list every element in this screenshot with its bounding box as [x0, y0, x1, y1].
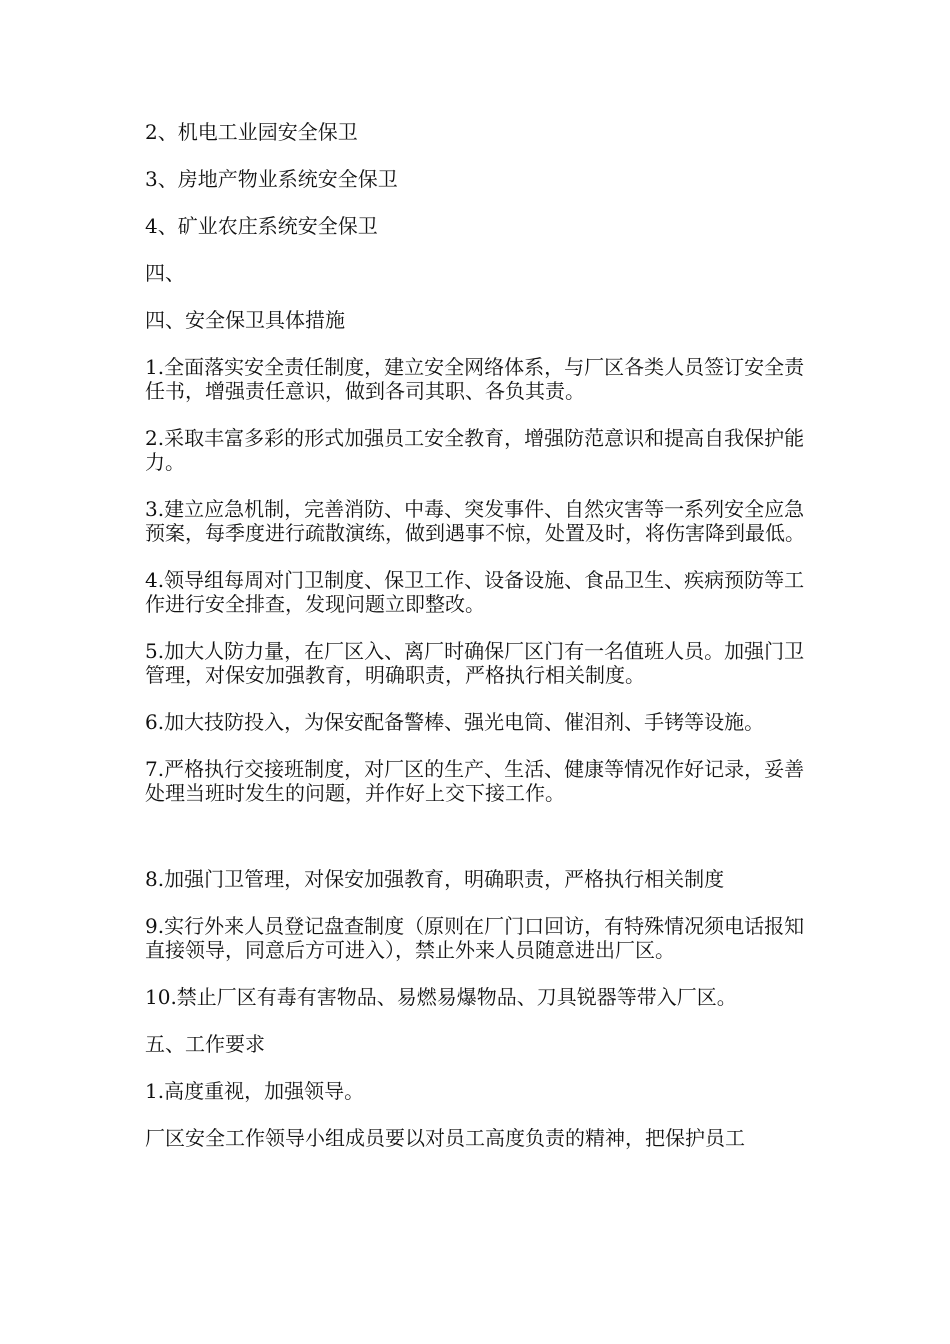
measure-item-1: 1.全面落实安全责任制度，建立安全网络体系，与厂区各类人员签订安全责任书，增强责任意识，做到各司其职、各负其责。	[145, 355, 805, 403]
measure-item-7: 7.严格执行交接班制度，对厂区的生产、生活、健康等情况作好记录，妥善处理当班时发生的问题，并作好上交下接工作。	[145, 757, 805, 805]
measure-item-5: 5.加大人防力量，在厂区入、离厂时确保厂区门有一名值班人员。加强门卫管理，对保安加强教育，明确职责，严格执行相关制度。	[145, 639, 805, 687]
section-number-four: 四、	[145, 261, 185, 285]
measure-item-10: 10.禁止厂区有毒有害物品、易燃易爆物品、刀具锐器等带入厂区。	[145, 985, 737, 1009]
measure-item-4: 4.领导组每周对门卫制度、保卫工作、设备设施、食品卫生、疾病预防等工作进行安全排查，发现问题立即整改。	[145, 568, 805, 616]
list-item-real-estate-property: 3、房地产物业系统安全保卫	[145, 167, 398, 191]
measure-item-9: 9.实行外来人员登记盘查制度（原则在厂门口回访，有特殊情况须电话报知直接领导，同意后方可进入），禁止外来人员随意进出厂区。	[145, 914, 805, 962]
measure-item-3: 3.建立应急机制，完善消防、中毒、突发事件、自然灾害等一系列安全应急预案，每季度进行疏散演练，做到遇事不惊，处置及时，将伤害降到最低。	[145, 497, 805, 545]
measure-item-8: 8.加强门卫管理，对保安加强教育，明确职责，严格执行相关制度	[145, 867, 725, 891]
section-heading-security-measures: 四、安全保卫具体措施	[145, 308, 345, 332]
list-item-electromechanical-park: 2、机电工业园安全保卫	[145, 120, 358, 144]
list-item-mining-farm: 4、矿业农庄系统安全保卫	[145, 214, 378, 238]
measure-item-2: 2.采取丰富多彩的形式加强员工安全教育，增强防范意识和提高自我保护能力。	[145, 426, 805, 474]
measure-item-6: 6.加大技防投入，为保安配备警棒、强光电筒、催泪剂、手铐等设施。	[145, 710, 765, 734]
requirement-item-1: 1.高度重视，加强领导。	[145, 1079, 365, 1103]
section-heading-work-requirements: 五、工作要求	[145, 1032, 265, 1056]
requirement-paragraph: 厂区安全工作领导小组成员要以对员工高度负责的精神，把保护员工	[145, 1126, 745, 1150]
document-body	[145, 120, 810, 1173]
